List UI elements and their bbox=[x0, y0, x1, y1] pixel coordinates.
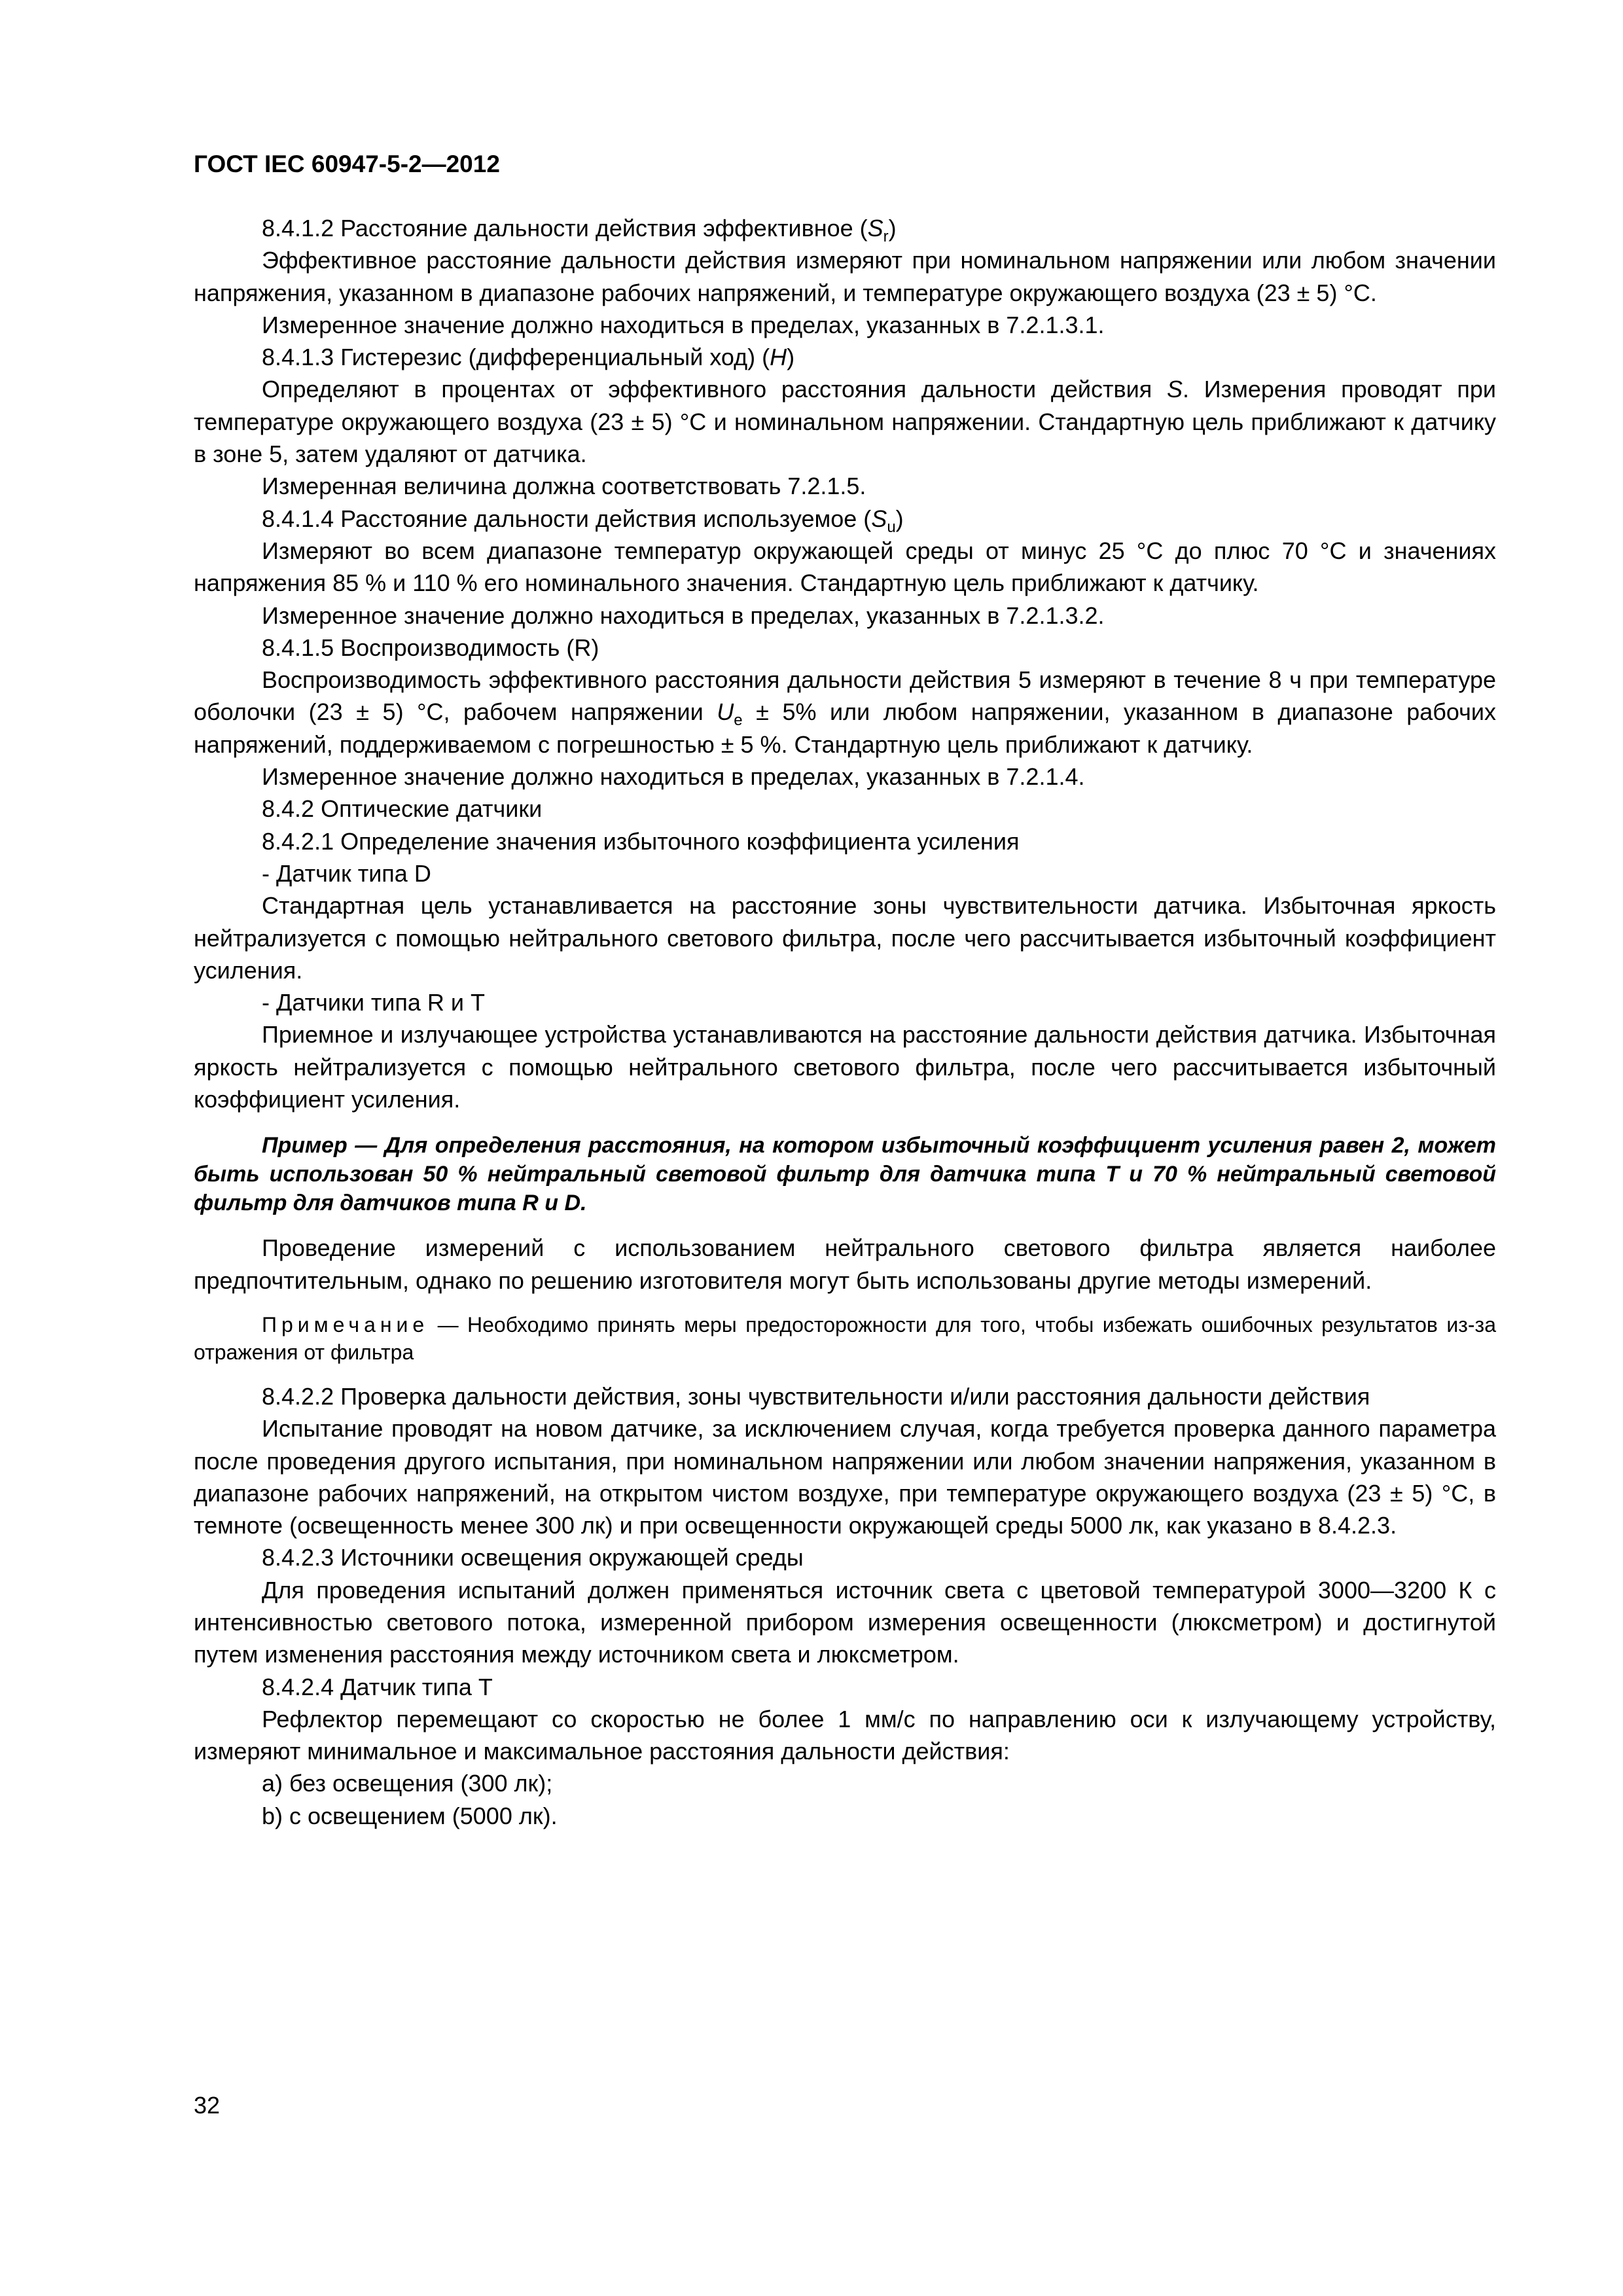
paragraph: Измеренное значение должно находиться в пределах, указанных в 7.2.1.4. bbox=[262, 763, 1085, 791]
paragraph: Измеренное значение должно находиться в пределах, указанных в 7.2.1.3.2. bbox=[262, 601, 1105, 629]
paragraph bbox=[194, 664, 1496, 761]
symbol: S bbox=[871, 505, 887, 532]
clause-heading: 8.4.2.4 Датчик типа T bbox=[262, 1673, 493, 1700]
text-span: ± 5% или любом напряжении, указанном в диапазоне рабочих напряжений, поддерживаемом с погрешностью ± 5 %. Стандартную цель приближают к датчику. bbox=[194, 698, 1497, 758]
clause-heading: 8.4.2.2 Проверка дальности действия, зоны чувствительности и/или расстояния дальности действия bbox=[262, 1382, 1370, 1410]
clause-heading: 8.4.1.5 Воспроизводимость (R) bbox=[262, 634, 599, 661]
text-span: 8.4.1.2 Расстояние дальности действия эффективное ( bbox=[262, 215, 868, 242]
symbol: U bbox=[717, 698, 734, 726]
note-text: — Необходимо принять меры предосторожности для того, чтобы избежать ошибочных результатов из-за отражения от фильтра bbox=[194, 1312, 1496, 1364]
symbol: H bbox=[770, 344, 787, 371]
page-number: 32 bbox=[194, 2092, 221, 2119]
symbol: S bbox=[867, 215, 883, 242]
text-span: ) bbox=[888, 215, 897, 242]
text-span: ) bbox=[787, 344, 795, 371]
text-span: ) bbox=[895, 505, 904, 532]
clause-heading bbox=[194, 503, 1496, 535]
list-item: - Датчик типа D bbox=[262, 859, 431, 887]
symbol: S bbox=[1166, 376, 1183, 403]
paragraph: Проведение измерений с использованием нейтрального светового фильтра является наиболее предпочтительным, однако по решению изготовителя могут быть использованы другие методы измерений. bbox=[194, 1234, 1496, 1294]
text-span: Воспроизводимость эффективного расстояния дальности действия 5 измеряют в течение 8 ч при температуре оболочки (23 ± 5) °С, рабочем напряжении bbox=[194, 666, 1496, 726]
paragraph: Измеряют во всем диапазоне температур окружающей среды от минус 25 °С до плюс 70 °С и значениях напряжения 85 % и 110 % его номинального значения. Стандартную цель приближают к датчику. bbox=[194, 537, 1496, 597]
text-span: . Измерения проводят при температуре окружающего воздуха (23 ± 5) °С и номинальном напряжении. Стандартную цель приближают к датчику в зоне 5, затем удаляют от датчика. bbox=[194, 376, 1496, 468]
paragraph: Рефлектор перемещают со скоростью не более 1 мм/с по направлению оси к излучающему устройству, измеряют минимальное и максимальное расстояния дальности действия: bbox=[194, 1705, 1496, 1765]
subscript: r bbox=[883, 228, 889, 245]
document-body bbox=[194, 212, 1496, 1832]
note-label: Примечание bbox=[262, 1312, 429, 1336]
paragraph bbox=[194, 373, 1496, 470]
clause-heading bbox=[194, 341, 1496, 373]
text-span: 8.4.1.4 Расстояние дальности действия используемое ( bbox=[262, 505, 872, 532]
paragraph: Эффективное расстояние дальности действия измеряют при номинальном напряжении или любом значении напряжения, указанном в диапазоне рабочих напряжений, и температуре окружающего воздуха (23 ± 5) °С. bbox=[194, 247, 1496, 306]
text-span: 8.4.1.3 Гистерезис (дифференциальный ход) ( bbox=[262, 344, 770, 371]
clause-heading: 8.4.2 Оптические датчики bbox=[262, 795, 543, 823]
paragraph: Измеренное значение должно находиться в пределах, указанных в 7.2.1.3.1. bbox=[262, 311, 1105, 338]
paragraph: Измеренная величина должна соответствовать 7.2.1.5. bbox=[262, 473, 866, 500]
paragraph: Для проведения испытаний должен применяться источник света с цветовой температурой 3000—3200 К с интенсивностью светового потока, измеренной прибором измерения освещенности (люксметром) и достигнутой путем изменения расстояния между источником света и люксметром. bbox=[194, 1576, 1496, 1668]
paragraph: Стандартная цель устанавливается на расстояние зоны чувствительности датчика. Избыточная яркость нейтрализуется с помощью нейтрального светового фильтра, после чего рассчитывается избыточный коэффициент усиления. bbox=[194, 892, 1496, 984]
document-header: ГОСТ IEC 60947-5-2—2012 bbox=[194, 151, 500, 177]
subscript: e bbox=[734, 711, 743, 730]
list-item: a) без освещения (300 лк); bbox=[262, 1770, 553, 1797]
subscript: u bbox=[887, 518, 896, 536]
note-paragraph bbox=[194, 1311, 1496, 1366]
example-paragraph: Пример — Для определения расстояния, на котором избыточный коэффициент усиления равен 2, может быть использован 50 % нейтральный световой фильтр для датчика типа T и 70 % нейтральный световой фильтр для датчиков типа R и D. bbox=[194, 1133, 1496, 1216]
clause-heading bbox=[194, 212, 1496, 244]
clause-heading: 8.4.2.1 Определение значения избыточного коэффициента усиления bbox=[262, 827, 1020, 855]
list-item: - Датчики типа R и T bbox=[262, 989, 486, 1016]
clause-heading: 8.4.2.3 Источники освещения окружающей среды bbox=[262, 1544, 804, 1571]
paragraph: Испытание проводят на новом датчике, за исключением случая, когда требуется проверка данного параметра после проведения другого испытания, при номинальном напряжении или любом значении напряжения, указанном в диапазоне рабочих напряжений, на открытом чистом воздухе, при температуре окружающего воздуха (23 ± 5) °С, в темноте (освещенность менее 300 лк) и при освещенности окружающей среды 5000 лк, как указано в 8.4.2.3. bbox=[194, 1415, 1496, 1539]
text-span: Определяют в процентах от эффективного расстояния дальности действия bbox=[262, 376, 1167, 403]
paragraph: Приемное и излучающее устройства устанавливаются на расстояние дальности действия датчика. Избыточная яркость нейтрализуется с помощью нейтрального светового фильтра, после чего рассчитывается избыточный коэффициент усиления. bbox=[194, 1021, 1496, 1113]
list-item: b) с освещением (5000 лк). bbox=[262, 1802, 558, 1829]
